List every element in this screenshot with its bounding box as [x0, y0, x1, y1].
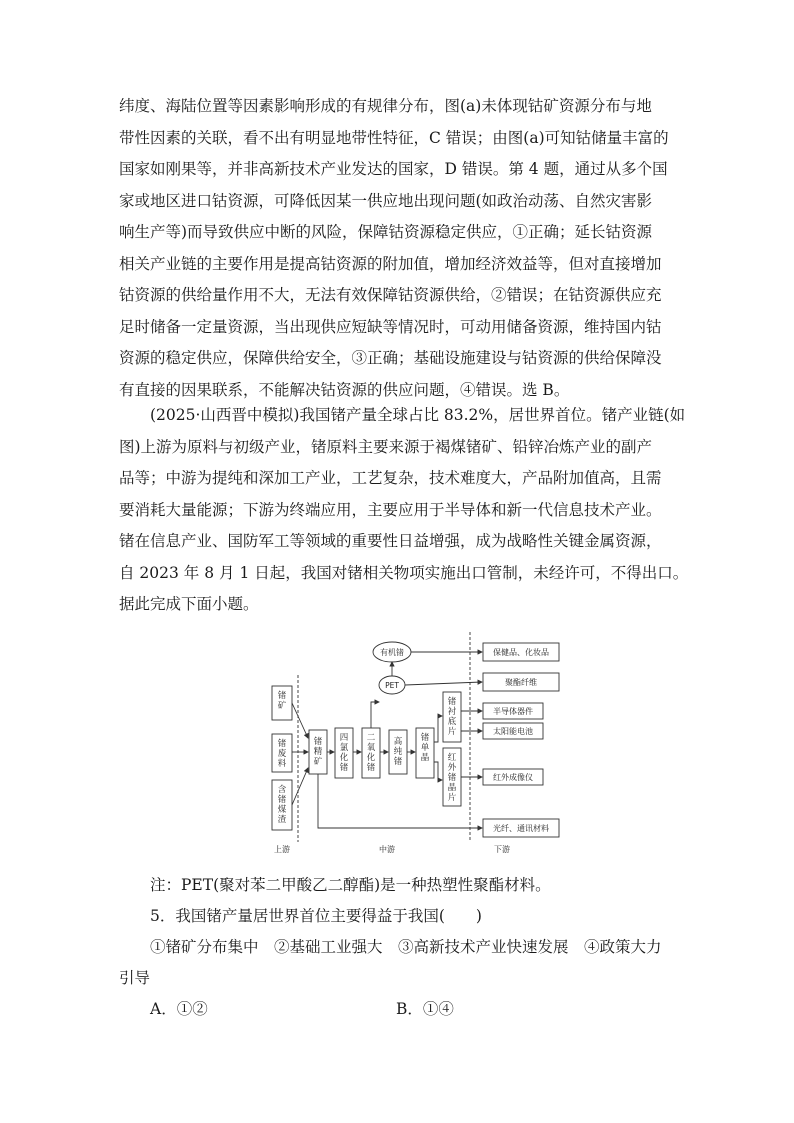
infrared-imager-label: 红外成像仪	[493, 773, 533, 782]
text-line: 足时储备一定量资源，当出现供应短缺等情况时，可动用储备资源，维持国内钴	[119, 317, 662, 336]
text-line: 品等；中游为提纯和深加工产业，工艺复杂，技术难度大，产品附加值高，且需	[119, 469, 662, 487]
text-line: (2025·山西晋中模拟)我国锗产量全球占比 83.2%，居世界首位。锗产业链(如	[150, 406, 686, 424]
text-line: 家或地区进口钴资源，可降低因某一供应地出现问题(如政治动荡、自然灾害影	[119, 191, 653, 210]
text-line: 带性因素的关联，看不出有明显地带性特征，C 错误；由图(a)可知钴储量丰富的	[119, 128, 669, 147]
text-line: 要消耗大量能源；下游为终端应用，主要应用于半导体和新一代信息技术产业。	[119, 500, 662, 519]
midstream-stage-label: 中游	[379, 845, 395, 854]
option-a[interactable]: A．①②	[150, 1000, 208, 1018]
health-products-label: 保健品、化妆品	[493, 648, 549, 657]
germanium-industry-chain-diagram	[262, 630, 562, 858]
infrared-germanium-wafer-label: 红外锗晶片	[447, 753, 457, 803]
text-line: 纬度、海陆位置等因素影响形成的有规律分布，图(a)未体现钴矿资源分布与地	[119, 97, 652, 115]
text-line: 锗在信息产业、国防军工等领域的重要性日益增强，成为战略性关键金属资源，	[119, 532, 662, 550]
explanation-paragraph	[119, 91, 685, 406]
germanium-substrate-wafer-label: 锗衬底片	[447, 697, 457, 737]
semiconductor-devices-label: 半导体器件	[493, 707, 533, 716]
downstream-stage-label: 下游	[494, 845, 510, 854]
question-statements: ①锗矿分布集中 ②基础工业强大 ③高新技术产业快速发展 ④政策大力	[150, 938, 662, 956]
text-line: 图)上游为原料与初级产业，锗原料主要来源于褐煤锗矿、铅锌冶炼产业的副产	[119, 437, 653, 456]
polyester-fiber-label: 聚酯纤维	[505, 678, 537, 687]
text-line: 自 2023 年 8 月 1 日起，我国对锗相关物项实施出口管制，未经许可，不得出口。	[119, 563, 689, 582]
text-line: 据此完成下面小题。	[119, 595, 259, 613]
question-statements-continued: 引导	[119, 969, 151, 987]
germanium-scrap-label: 锗废料	[277, 739, 287, 769]
germanium-dioxide-label: 二氧化锗	[366, 733, 376, 773]
text-line: 相关产业链的主要作用是提高钴资源的附加值，增加经济效益等，但对直接增加	[119, 254, 662, 273]
question-stem: 5．我国锗产量居世界首位主要得益于我国( )	[150, 907, 482, 925]
organic-germanium-label: 有机锗	[380, 648, 404, 657]
solar-cells-label: 太阳能电池	[493, 727, 533, 736]
text-line: 国家如刚果等，并非高新技术产业发达的国家，D 错误。第 4 题，通过从多个国	[119, 160, 668, 178]
germanium-tetrachloride-label: 四氯化锗	[339, 733, 349, 773]
germanium-concentrate-label: 锗精矿	[313, 737, 323, 767]
diagram-note: 注：PET(聚对苯二甲酸乙二醇酯)是一种热塑性聚酯材料。	[150, 876, 551, 894]
text-line: 响生产等)而导致供应中断的风险，保障钴资源稳定供应，①正确；延长钴资源	[119, 223, 653, 241]
text-line: 有直接的因果联系，不能解决钴资源的供应问题，④错误。选 B。	[119, 380, 570, 399]
germanium-ore-label: 锗矿	[277, 691, 287, 711]
upstream-stage-label: 上游	[274, 845, 290, 854]
germanium-single-crystal-label: 锗单晶	[420, 733, 430, 763]
text-line: 钴资源的供给量作用不大，无法有效保障钴资源供给，②错误；在钴资源供应充	[119, 286, 662, 304]
text-line: 资源的稳定供应，保障供给安全，③正确；基础设施建设与钴资源的供给保障没	[119, 349, 662, 367]
question-context-paragraph	[119, 400, 689, 621]
high-purity-germanium-label: 高纯锗	[393, 737, 403, 767]
pet-label: PET	[385, 681, 399, 690]
fiber-optics-label: 光纤、通讯材料	[493, 824, 549, 833]
coal-residue-label: 含锗煤渣	[277, 785, 287, 825]
option-b[interactable]: B．①④	[396, 1000, 454, 1018]
